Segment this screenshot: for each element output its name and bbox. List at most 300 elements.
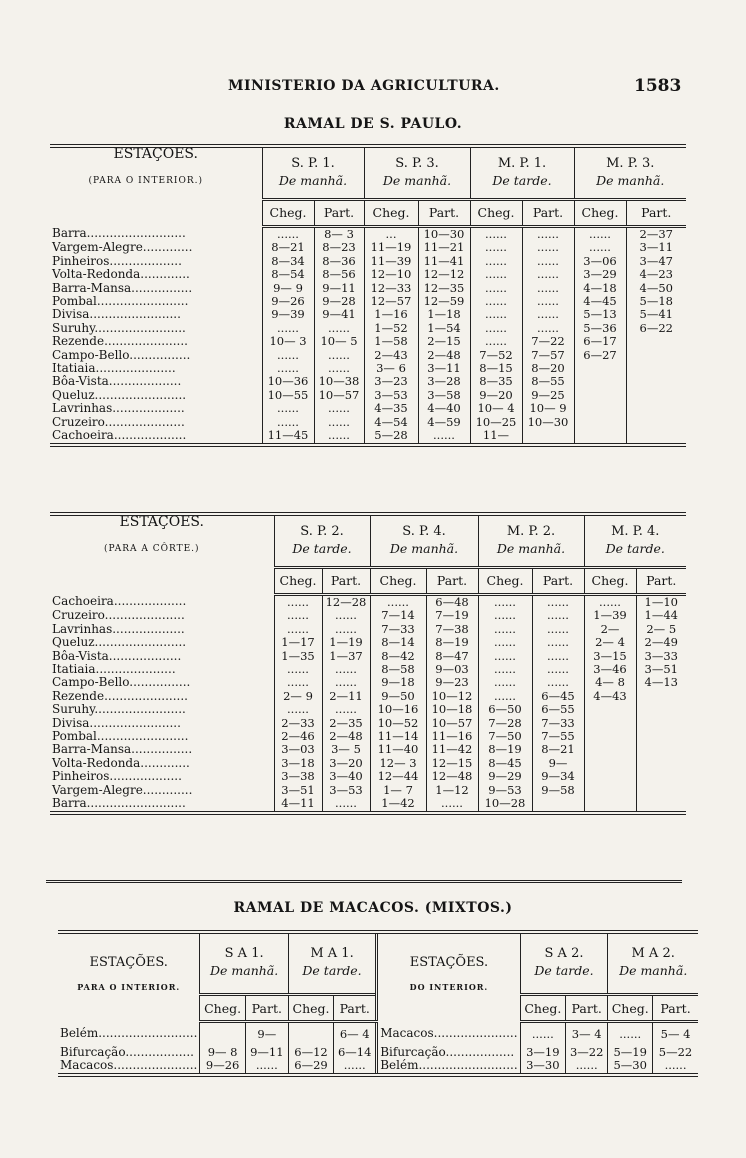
cheg-header: Cheg. — [370, 568, 426, 595]
time-cell: ...... — [478, 636, 532, 649]
time-cell: 10— 9 — [522, 402, 574, 415]
station-name: Bifurcação.................. — [377, 1046, 520, 1059]
time-cell: 6—12 — [288, 1046, 333, 1059]
time-cell: 3—28 — [418, 375, 470, 388]
time-cell: 2— 5 — [636, 623, 686, 636]
time-cell: 8—55 — [522, 375, 574, 388]
running-head: MINISTERIO DA AGRICULTURA. — [228, 78, 500, 94]
station-name: Cachoeira................... — [52, 594, 187, 609]
time-cell: 12— 3 — [370, 757, 426, 770]
cheg-header: Cheg. — [520, 995, 565, 1022]
part-header: Part. — [626, 200, 686, 227]
time-cell — [584, 717, 636, 730]
cheg-header: Cheg. — [470, 200, 522, 227]
time-cell: ...... — [370, 595, 426, 610]
time-cell: 10—18 — [426, 703, 478, 716]
time-cell: 3—53 — [364, 389, 418, 402]
time-cell: 3—29 — [574, 268, 626, 281]
time-cell: ...... — [478, 650, 532, 663]
time-cell: ...... — [274, 609, 322, 622]
timetable-row — [50, 241, 686, 254]
cheg-header: Cheg. — [262, 200, 314, 227]
time-cell: 2—43 — [364, 349, 418, 362]
time-cell: 1—52 — [364, 322, 418, 335]
cheg-header: Cheg. — [478, 568, 532, 595]
time-cell: 3—51 — [636, 663, 686, 676]
time-cell: ...... — [470, 335, 522, 348]
time-cell: 3—38 — [274, 770, 322, 783]
time-cell: 9—25 — [522, 389, 574, 402]
time-cell: 8—36 — [314, 255, 364, 268]
time-cell: 4—40 — [418, 402, 470, 415]
timetable-corte — [50, 512, 686, 815]
time-cell: ...... — [418, 429, 470, 444]
timetable-row — [50, 609, 686, 622]
time-cell: 4—35 — [364, 402, 418, 415]
station-name: Rezende...................... — [52, 689, 188, 703]
timetable-row — [50, 295, 686, 308]
time-cell: ...... — [574, 227, 626, 242]
time-cell: ...... — [262, 402, 314, 415]
station-name: Volta-Redonda............. — [52, 756, 190, 770]
time-cell: 10— 5 — [314, 335, 364, 348]
time-cell: 9—29 — [478, 770, 532, 783]
timetable-row — [50, 797, 686, 812]
station-name: Pombal........................ — [52, 295, 189, 309]
station-name: Pinheiros................... — [52, 770, 182, 784]
section-rule — [46, 880, 682, 883]
time-cell: ...... — [522, 241, 574, 254]
time-cell: 8—14 — [370, 636, 426, 649]
time-cell — [636, 690, 686, 703]
time-cell: 11—39 — [364, 255, 418, 268]
time-cell: 1—54 — [418, 322, 470, 335]
time-cell — [584, 730, 636, 743]
train-name: M A 1. — [288, 932, 376, 960]
station-name: Barra-Mansa................ — [52, 281, 193, 295]
time-cell: 1—58 — [364, 335, 418, 348]
time-cell: ...... — [470, 322, 522, 335]
station-name: Rezende...................... — [52, 335, 188, 349]
time-cell: 7—33 — [532, 717, 584, 730]
time-cell: 3—18 — [274, 757, 322, 770]
station-name: Campo-Bello................ — [52, 348, 191, 362]
station-name: Itatiaia..................... — [52, 362, 176, 376]
time-cell: 9—28 — [314, 295, 364, 308]
time-cell: 9—34 — [532, 770, 584, 783]
station-name: Cachoeira................... — [52, 429, 187, 443]
stations-header — [58, 932, 200, 995]
time-cell: 3— 5 — [322, 743, 370, 756]
train-time-of-day: De manhã. — [370, 538, 478, 568]
time-cell: 6— 4 — [334, 1022, 377, 1046]
cheg-header: Cheg. — [288, 995, 333, 1022]
time-cell: ...... — [314, 349, 364, 362]
train-time-of-day: De tarde. — [274, 538, 370, 568]
time-cell: ...... — [262, 322, 314, 335]
station-name: Barra.......................... — [52, 226, 186, 241]
time-cell: ...... — [314, 362, 364, 375]
time-cell: ...... — [478, 609, 532, 622]
time-cell: 10—52 — [370, 717, 426, 730]
time-cell: 10—30 — [418, 227, 470, 242]
time-cell: 4—13 — [636, 676, 686, 689]
time-cell: 5—22 — [653, 1046, 698, 1059]
train-time-of-day: De tarde. — [520, 960, 608, 995]
time-cell: 3—19 — [520, 1046, 565, 1059]
time-cell: 6—45 — [532, 690, 584, 703]
stations-label: ESTAÇÕES. — [409, 955, 489, 970]
time-cell: 2—35 — [322, 717, 370, 730]
time-cell — [636, 730, 686, 743]
time-cell: 9—03 — [426, 663, 478, 676]
time-cell: 12—12 — [418, 268, 470, 281]
time-cell — [626, 335, 686, 348]
time-cell: 9— 9 — [262, 282, 314, 295]
train-name: S A 1. — [200, 932, 288, 960]
time-cell — [574, 402, 626, 415]
train-name: S. P. 2. — [274, 514, 370, 538]
time-cell: 9—41 — [314, 308, 364, 321]
time-cell: 9— — [245, 1022, 288, 1046]
timetable-body — [58, 1022, 698, 1075]
time-cell: 10—12 — [426, 690, 478, 703]
train-time-of-day: De manhã. — [608, 960, 698, 995]
timetable-row — [50, 255, 686, 268]
time-cell: 7—19 — [426, 609, 478, 622]
train-name: S. P. 4. — [370, 514, 478, 538]
time-cell — [626, 349, 686, 362]
stations-header — [377, 932, 520, 995]
timetable-row — [50, 730, 686, 743]
time-cell: 8—54 — [262, 268, 314, 281]
time-cell: 10—38 — [314, 375, 364, 388]
time-cell: 1—42 — [370, 797, 426, 812]
time-cell: 7—52 — [470, 349, 522, 362]
time-cell: ...... — [314, 322, 364, 335]
time-cell: 2— 9 — [274, 690, 322, 703]
time-cell: 5—13 — [574, 308, 626, 321]
station-name: Bôa-Vista................... — [52, 649, 182, 663]
time-cell: 9—20 — [470, 389, 522, 402]
time-cell: 9—26 — [200, 1059, 245, 1074]
time-cell: 1—39 — [584, 609, 636, 622]
time-cell: 10— 4 — [470, 402, 522, 415]
time-cell — [626, 416, 686, 429]
station-name: Belém.......................... — [377, 1059, 520, 1074]
time-cell — [200, 1022, 245, 1046]
time-cell: 12—44 — [370, 770, 426, 783]
train-time-of-day: De tarde. — [288, 960, 376, 995]
time-cell: ...... — [322, 663, 370, 676]
timetable-row — [50, 268, 686, 281]
time-cell: 4— 8 — [584, 676, 636, 689]
station-name: Lavrinhas................... — [52, 402, 185, 416]
time-cell: ...... — [262, 227, 314, 242]
timetable-row — [50, 375, 686, 388]
time-cell — [584, 797, 636, 812]
station-name: Lavrinhas................... — [52, 622, 185, 636]
time-cell: ...... — [322, 703, 370, 716]
time-cell: 5—30 — [608, 1059, 653, 1074]
part-header: Part. — [566, 995, 608, 1022]
time-cell: 2—37 — [626, 227, 686, 242]
train-time-of-day: De tarde. — [470, 170, 574, 200]
part-header: Part. — [636, 568, 686, 595]
time-cell: 8—42 — [370, 650, 426, 663]
time-cell: ...... — [314, 416, 364, 429]
timetable-row — [50, 362, 686, 375]
time-cell: 1—19 — [322, 636, 370, 649]
station-name: Bôa-Vista................... — [52, 375, 182, 389]
time-cell: 1—35 — [274, 650, 322, 663]
timetable-row — [50, 757, 686, 770]
time-cell: 5—19 — [608, 1046, 653, 1059]
time-cell: 7—55 — [532, 730, 584, 743]
time-cell: 2— — [584, 623, 636, 636]
time-cell: ...... — [470, 255, 522, 268]
time-cell: 10—36 — [262, 375, 314, 388]
time-cell: 8—19 — [478, 743, 532, 756]
time-cell: 1— 7 — [370, 784, 426, 797]
timetable-row — [50, 703, 686, 716]
time-cell: 9— 8 — [200, 1046, 245, 1059]
stations-header — [50, 514, 274, 568]
time-cell: ...... — [478, 663, 532, 676]
direction-label: (PARA A CÔRTE.) — [103, 544, 200, 555]
time-cell: 1—17 — [274, 636, 322, 649]
station-name: Pinheiros................... — [52, 254, 182, 268]
time-cell: 3—53 — [322, 784, 370, 797]
timetable-row — [50, 595, 686, 610]
time-cell: 7—33 — [370, 623, 426, 636]
time-cell: ...... — [314, 402, 364, 415]
timetable-row — [58, 1059, 698, 1074]
time-cell: 12—10 — [364, 268, 418, 281]
time-cell: 5—18 — [626, 295, 686, 308]
time-cell: 3—03 — [274, 743, 322, 756]
time-cell: 9—39 — [262, 308, 314, 321]
time-cell: 2—33 — [274, 717, 322, 730]
time-cell: 10—57 — [314, 389, 364, 402]
time-cell: 11—21 — [418, 241, 470, 254]
cheg-header: Cheg. — [608, 995, 653, 1022]
time-cell: 3—23 — [364, 375, 418, 388]
time-cell: 3—11 — [418, 362, 470, 375]
timetable-row — [50, 349, 686, 362]
stations-label: ESTAÇÕES. — [89, 955, 168, 970]
time-cell: 8—23 — [314, 241, 364, 254]
station-name: Cruzeiro..................... — [52, 415, 185, 429]
time-cell: 7—22 — [522, 335, 574, 348]
time-cell: 3—51 — [274, 784, 322, 797]
timetable-row — [50, 650, 686, 663]
time-cell: 8—19 — [426, 636, 478, 649]
page-header — [0, 78, 746, 102]
station-name: Macacos...................... — [377, 1022, 520, 1046]
time-cell: ...... — [426, 797, 478, 812]
time-cell: ...... — [522, 282, 574, 295]
time-cell: 1—37 — [322, 650, 370, 663]
time-cell: ...... — [522, 227, 574, 242]
time-cell: 2—48 — [322, 730, 370, 743]
time-cell: 10—57 — [426, 717, 478, 730]
timetable-row — [50, 690, 686, 703]
timetable-row — [50, 416, 686, 429]
page-number: 1583 — [634, 76, 682, 96]
time-cell: ...... — [584, 595, 636, 610]
train-time-of-day: De manhã. — [574, 170, 686, 200]
time-cell — [288, 1022, 333, 1046]
station-name: Itatiaia..................... — [52, 663, 176, 677]
stations-header — [50, 146, 262, 200]
time-cell: ... — [364, 227, 418, 242]
timetable-row — [50, 322, 686, 335]
timetable-body — [50, 595, 686, 813]
time-cell: 6—14 — [334, 1046, 377, 1059]
part-header: Part. — [653, 995, 698, 1022]
time-cell: ...... — [478, 595, 532, 610]
time-cell: 11—41 — [418, 255, 470, 268]
time-cell: 6—27 — [574, 349, 626, 362]
station-name: Vargem-Alegre............. — [52, 783, 193, 797]
time-cell: 8—45 — [478, 757, 532, 770]
time-cell — [584, 703, 636, 716]
time-cell: 9—58 — [532, 784, 584, 797]
part-header: Part. — [322, 568, 370, 595]
station-name: Queluz........................ — [52, 388, 187, 402]
time-cell: ...... — [522, 308, 574, 321]
station-name: Pombal........................ — [52, 730, 189, 744]
time-cell: ...... — [274, 676, 322, 689]
time-cell: ...... — [566, 1059, 608, 1074]
timetable-row — [50, 743, 686, 756]
time-cell: 11—14 — [370, 730, 426, 743]
timetable-row — [50, 717, 686, 730]
time-cell: ...... — [470, 295, 522, 308]
time-cell: 9— — [532, 757, 584, 770]
time-cell: 11—42 — [426, 743, 478, 756]
time-cell: 10—16 — [370, 703, 426, 716]
station-name: Queluz........................ — [52, 636, 187, 650]
time-cell — [574, 362, 626, 375]
timetable-row — [50, 227, 686, 242]
time-cell — [574, 375, 626, 388]
time-cell: 12—15 — [426, 757, 478, 770]
train-name: M. P. 2. — [478, 514, 584, 538]
time-cell: 6—17 — [574, 335, 626, 348]
timetable-body — [50, 227, 686, 445]
time-cell: 4—23 — [626, 268, 686, 281]
time-cell: ...... — [532, 609, 584, 622]
train-name: S. P. 3. — [364, 146, 470, 170]
time-cell: 12—57 — [364, 295, 418, 308]
cheg-header: Cheg. — [200, 995, 245, 1022]
station-name: Cruzeiro..................... — [52, 609, 185, 623]
time-cell: 2—48 — [418, 349, 470, 362]
time-cell: 7—50 — [478, 730, 532, 743]
timetable-row — [58, 1046, 698, 1059]
time-cell: 4—11 — [274, 797, 322, 812]
time-cell: ...... — [532, 595, 584, 610]
station-name: Volta-Redonda............. — [52, 268, 190, 282]
time-cell: 1—16 — [364, 308, 418, 321]
time-cell — [626, 362, 686, 375]
timetable-row — [50, 636, 686, 649]
time-cell: ...... — [274, 623, 322, 636]
time-cell: ...... — [262, 416, 314, 429]
time-cell — [636, 703, 686, 716]
time-cell: 4—45 — [574, 295, 626, 308]
time-cell — [626, 402, 686, 415]
time-cell: 11—40 — [370, 743, 426, 756]
train-time-of-day: De tarde. — [584, 538, 686, 568]
time-cell: 2—46 — [274, 730, 322, 743]
ramal-sp-title: RAMAL DE S. PAULO. — [283, 116, 463, 132]
time-cell: ...... — [522, 295, 574, 308]
time-cell: 6—48 — [426, 595, 478, 610]
time-cell: 3—15 — [584, 650, 636, 663]
stations-label: ESTAÇÕES. — [119, 514, 204, 530]
time-cell — [636, 743, 686, 756]
time-cell: 12—59 — [418, 295, 470, 308]
time-cell: ...... — [245, 1059, 288, 1074]
train-name: M. P. 1. — [470, 146, 574, 170]
timetable-row — [58, 1022, 698, 1046]
time-cell: ...... — [274, 595, 322, 610]
ramal-macacos-title: RAMAL DE MACACOS. (MIXTOS.) — [233, 900, 513, 916]
time-cell — [626, 389, 686, 402]
time-cell: 8—56 — [314, 268, 364, 281]
direction-label: PARA O INTERIOR. — [77, 982, 181, 993]
station-name: Barra.......................... — [52, 797, 186, 811]
time-cell: ...... — [262, 349, 314, 362]
time-cell — [626, 429, 686, 444]
time-cell: 10—30 — [522, 416, 574, 429]
time-cell: ...... — [653, 1059, 698, 1074]
time-cell: 4—18 — [574, 282, 626, 295]
station-name: Divisa........................ — [52, 716, 181, 730]
time-cell — [636, 770, 686, 783]
time-cell: 3— 6 — [364, 362, 418, 375]
part-header: Part. — [245, 995, 288, 1022]
time-cell: ...... — [478, 690, 532, 703]
time-cell: ...... — [532, 636, 584, 649]
time-cell: 8—21 — [262, 241, 314, 254]
time-cell: 1—44 — [636, 609, 686, 622]
time-cell: ...... — [322, 797, 370, 812]
time-cell: 9—11 — [314, 282, 364, 295]
time-cell: 3—11 — [626, 241, 686, 254]
timetable-interior — [50, 144, 686, 447]
time-cell: 3—47 — [626, 255, 686, 268]
time-cell: 6—22 — [626, 322, 686, 335]
time-cell: ...... — [522, 255, 574, 268]
time-cell: ...... — [522, 322, 574, 335]
time-cell: ...... — [470, 227, 522, 242]
timetable-row — [50, 784, 686, 797]
time-cell: 11—16 — [426, 730, 478, 743]
time-cell: ...... — [608, 1022, 653, 1046]
timetable-row — [50, 676, 686, 689]
time-cell: 7—14 — [370, 609, 426, 622]
timetable-row — [50, 623, 686, 636]
train-time-of-day: De manhã. — [262, 170, 364, 200]
time-cell: ...... — [532, 663, 584, 676]
time-cell: 9—11 — [245, 1046, 288, 1059]
cheg-header: Cheg. — [274, 568, 322, 595]
time-cell: 9—23 — [426, 676, 478, 689]
